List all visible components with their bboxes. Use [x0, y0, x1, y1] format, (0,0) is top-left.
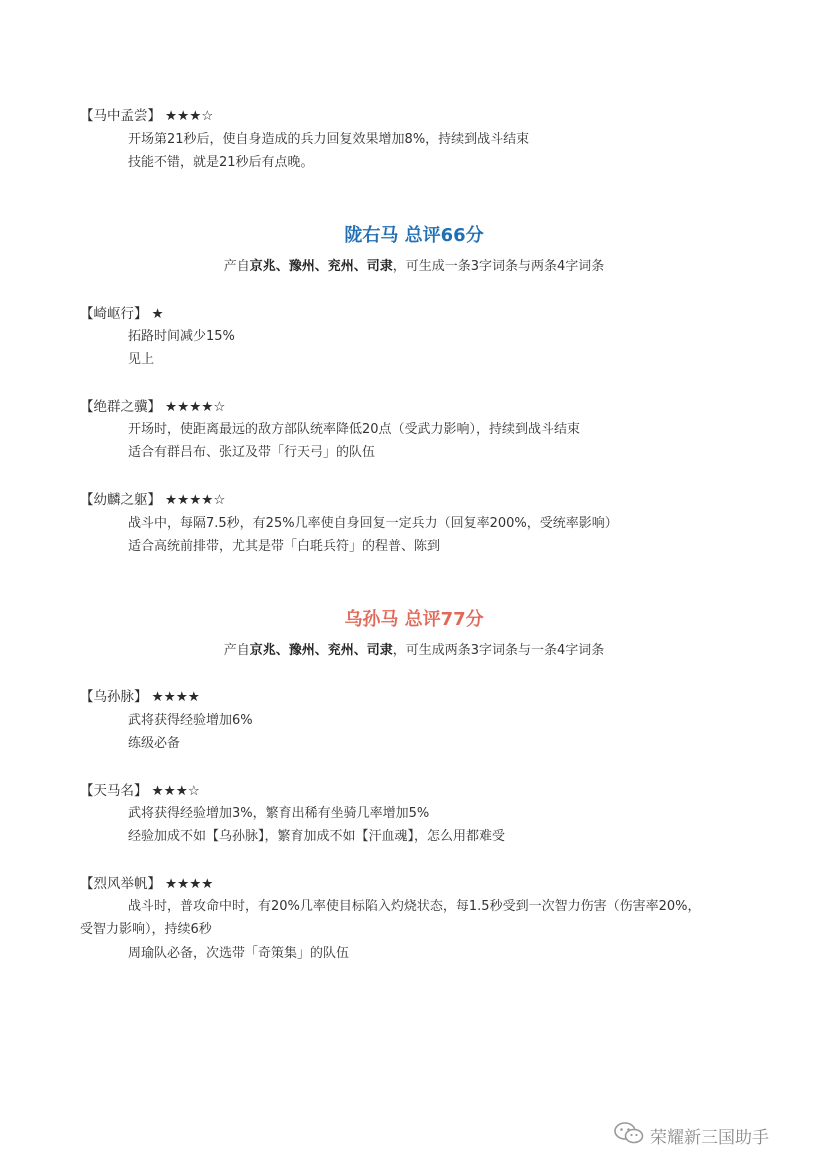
- entry-effect: 武将获得经验增加6%: [128, 713, 253, 728]
- rating-stars: ★: [151, 306, 164, 322]
- entry-effect: 拓路时间减少15%: [128, 329, 235, 344]
- entry-comment: 经验加成不如【乌孙脉】，繁育加成不如【汗血魂】，怎么用都难受: [128, 829, 506, 844]
- entry-comment: 周瑜队必备，次选带「奇策集」的队伍: [128, 946, 350, 961]
- subtitle-prefix: 产自: [223, 643, 250, 658]
- entry-comment: 适合有群吕布、张辽及带「行天弓」的队伍: [128, 445, 376, 460]
- subtitle-suffix: ，可生成两条3字词条与一条4字词条: [392, 643, 605, 658]
- entry-name: 【乌孙脉】: [80, 689, 148, 705]
- entry-effect: 战斗时，普攻命中时，有20%几率使目标陷入灼烧状态，每1.5秒受到一次智力伤害（伤害率20%，: [128, 899, 701, 914]
- entry-heading: [80, 779, 200, 799]
- entry-heading: [80, 395, 226, 415]
- entry-name: 【烈风举帆】: [80, 876, 161, 892]
- entry-effect: 开场时，使距离最远的敌方部队统率降低20点（受武力影响），持续到战斗结束: [128, 422, 581, 437]
- entry-comment: 见上: [128, 352, 155, 367]
- subtitle-regions: 京兆、豫州、兖州、司隶: [249, 643, 393, 658]
- rating-stars: ★★★★☆: [165, 399, 226, 415]
- entry-name: 【崎岖行】: [80, 306, 148, 322]
- entry-heading: [80, 685, 200, 705]
- entry-heading: [80, 302, 164, 322]
- watermark: [614, 1122, 769, 1149]
- entry-name: 【幼麟之躯】: [80, 492, 161, 508]
- subtitle-prefix: 产自: [223, 259, 250, 274]
- subtitle-regions: 京兆、豫州、兖州、司隶: [249, 259, 393, 274]
- rating-stars: ★★★☆: [151, 783, 200, 799]
- rating-stars: ★★★★☆: [165, 492, 226, 508]
- entry-effect: 武将获得经验增加3%，繁育出稀有坐骑几率增加5%: [128, 806, 430, 821]
- entry-heading: [80, 488, 226, 508]
- rating-stars: ★★★★: [151, 689, 200, 705]
- entry-effect-continued: 受智力影响），持续6秒: [80, 922, 212, 937]
- wechat-icon: [614, 1122, 644, 1149]
- entry-effect: 战斗中，每隔7.5秒，有25%几率使自身回复一定兵力（回复率200%，受统率影响）: [128, 516, 618, 531]
- entry-comment: 适合高统前排带，尤其是带「白毦兵符」的程普、陈到: [128, 539, 441, 554]
- entry-name: 【马中孟尝】: [80, 108, 161, 124]
- section-title: 乌孙马 总评77分: [344, 609, 484, 630]
- section-title: 陇右马 总评66分: [344, 225, 484, 246]
- entry-name: 【绝群之骥】: [80, 399, 161, 415]
- entry-heading: [80, 872, 213, 892]
- watermark-text: 荣耀新三国助手: [650, 1128, 769, 1148]
- rating-stars: ★★★★: [165, 876, 214, 892]
- rating-stars: ★★★☆: [165, 108, 214, 124]
- entry-comment: 技能不错，就是21秒后有点晚。: [128, 155, 314, 170]
- entry-comment: 练级必备: [128, 736, 181, 751]
- section-subtitle: [0, 639, 828, 658]
- entry-effect: 开场第21秒后，使自身造成的兵力回复效果增加8%，持续到战斗结束: [128, 132, 530, 147]
- section-subtitle: [0, 255, 828, 274]
- entry-name: 【天马名】: [80, 783, 148, 799]
- entry-heading: [80, 104, 213, 124]
- subtitle-suffix: ，可生成一条3字词条与两条4字词条: [392, 259, 605, 274]
